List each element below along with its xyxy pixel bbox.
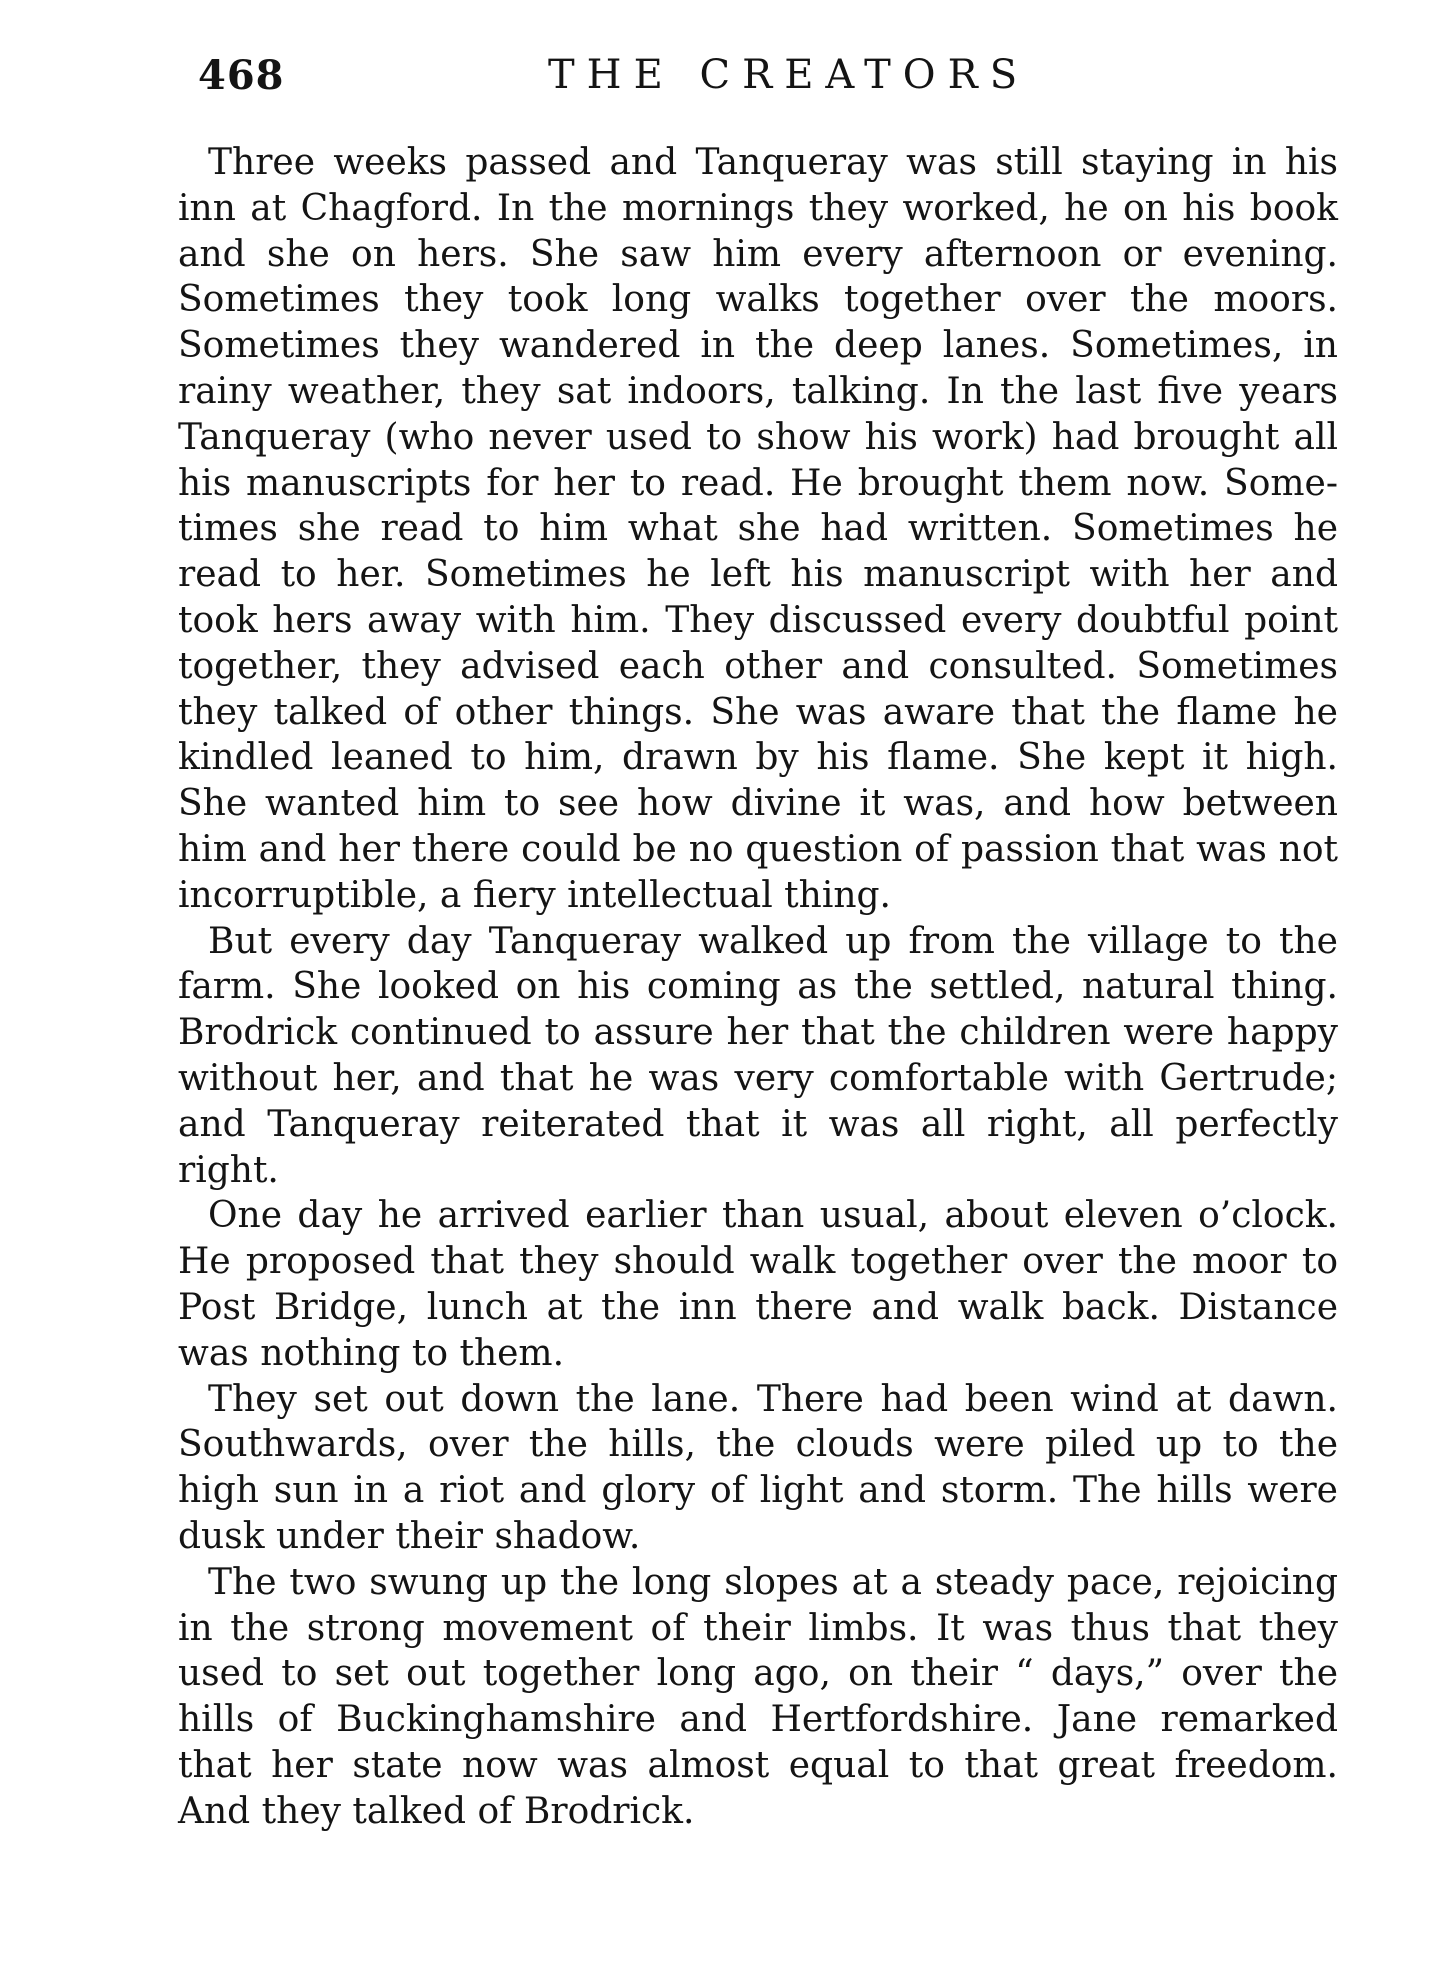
paragraph: One day he arrived earlier than usual, about eleven o’clock. He proposed that they should walk together over the moor to Post Bridge, lunch at the inn there and walk back. Distance was nothing to them. <box>178 1195 1338 1374</box>
paragraph: The two swung up the long slopes at a steady pace, rejoicing in the strong movement of their limbs. It was thus that they used to set out together long ago, on their “ days,” over the hills of Buckinghamshire and Hertfordshire. Jane remarked that her state now was almost equal to that great freedom. And they talked of Brodrick. <box>178 1561 1338 1832</box>
page-header <box>198 52 1338 112</box>
body-text <box>178 140 1338 1834</box>
page-number: 468 <box>198 52 285 99</box>
running-title: THE CREATORS <box>548 52 1030 98</box>
paragraph: Three weeks passed and Tanqueray was still staying in his inn at Chagford. In the mornings they worked, he on his book and she on hers. She saw him every afternoon or evening. Sometimes they took long walks together over the moors. Sometimes they wandered in the deep lanes. Sometimes, in rainy weather, they sat indoors, talking. In the last five years Tanqueray (who never used to show his work) had brought all his manuscripts for her to read. He brought them now. Sometimes she read to him what she had written. Sometimes he read to her. Sometimes he left his manuscript with her and took hers away with him. They discussed every doubtful point together, they advised each other and consulted. Sometimes they talked of other things. She was aware that the flame he kindled leaned to him, drawn by his flame. She kept it high. She wanted him to see how divine it was, and how between him and her there could be no question of passion that was not incorruptible, a fiery intellectual thing. <box>178 142 1338 916</box>
paragraph: But every day Tanqueray walked up from the village to the farm. She looked on his coming as the settled, natural thing. Brodrick continued to assure her that the children were happy without her, and that he was very comfortable with Gertrude; and Tanqueray reiterated that it was all right, all perfectly right. <box>178 920 1338 1191</box>
paragraph: They set out down the lane. There had been wind at dawn. Southwards, over the hills, the clouds were piled up to the high sun in a riot and glory of light and storm. The hills were dusk under their shadow. <box>178 1378 1338 1557</box>
